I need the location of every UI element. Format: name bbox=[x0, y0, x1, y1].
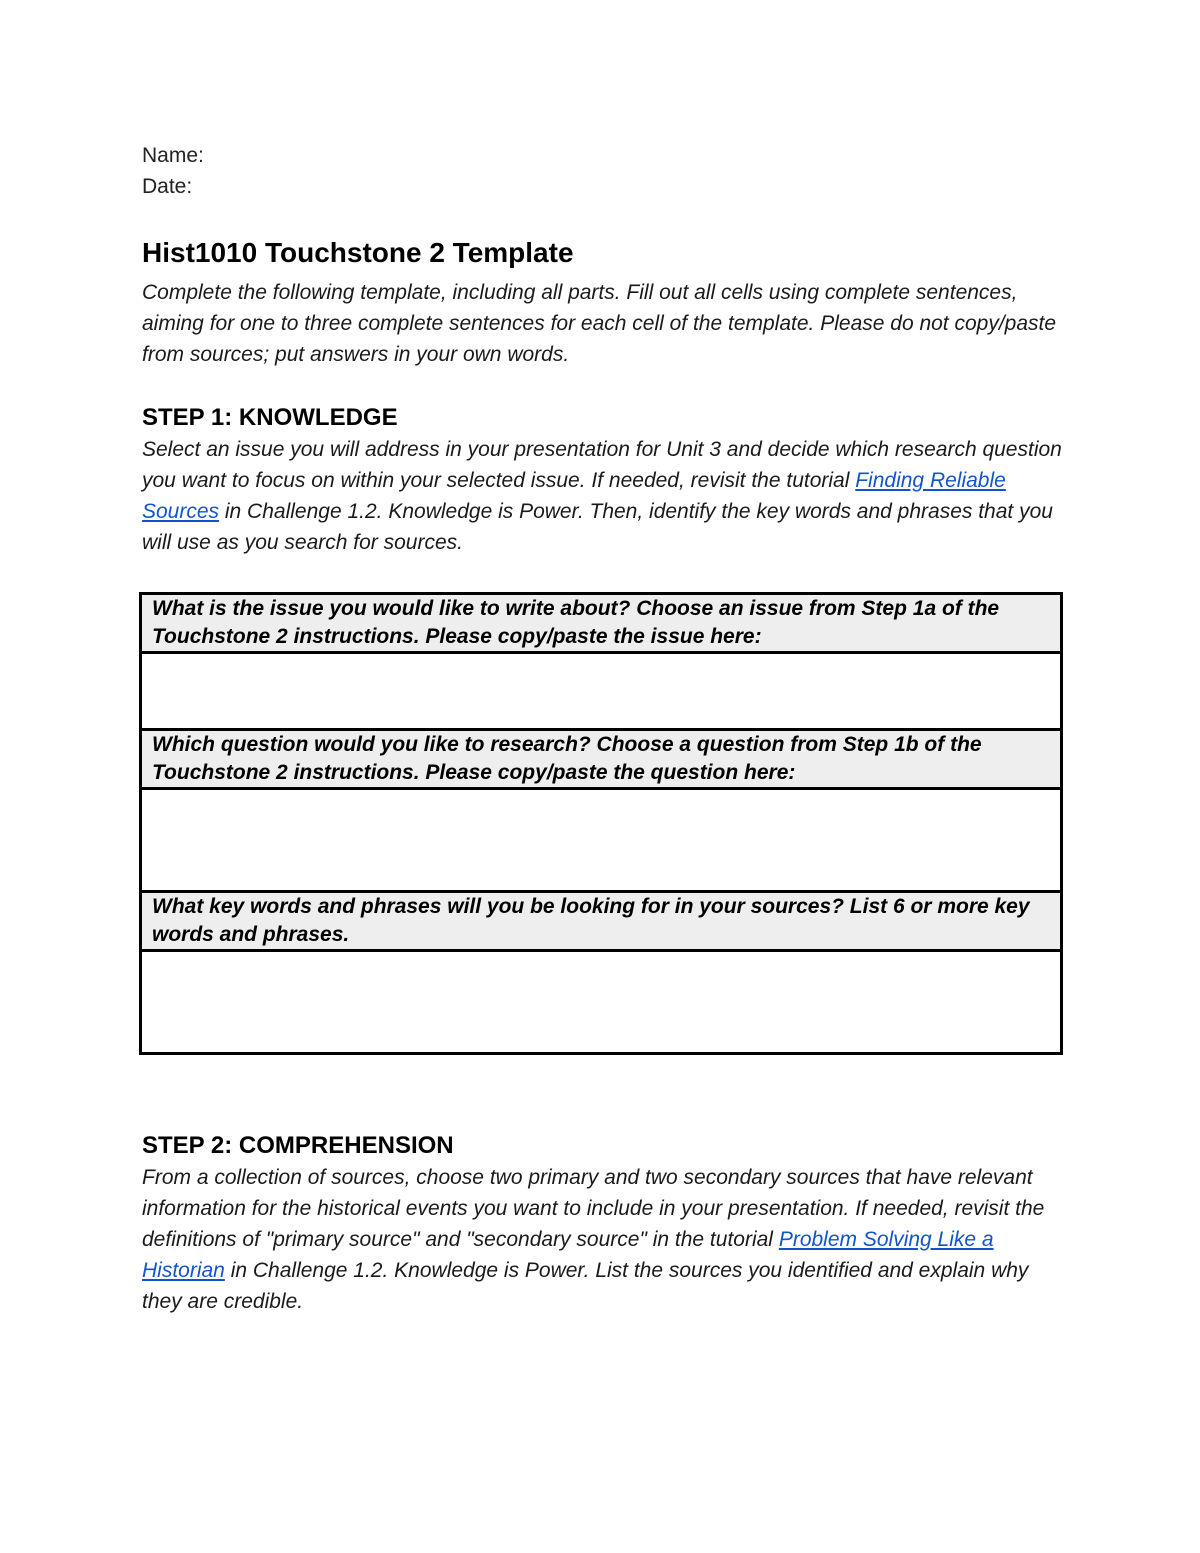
step2-section bbox=[142, 1130, 1062, 1317]
answer-keywords-cell[interactable] bbox=[141, 951, 1062, 1054]
answer-research-cell[interactable] bbox=[141, 789, 1062, 892]
table-row bbox=[141, 653, 1062, 730]
step2-text-before: From a collection of sources, choose two primary and two secondary sources that have relevant information for the historical events you want to include in your presentation. If needed, revisit the definitions of "primary source" and "secondary source" in the tutorial bbox=[142, 1166, 1045, 1251]
finding-reliable-sources-link[interactable]: Finding Reliable Sources bbox=[142, 469, 1006, 523]
answer-issue-cell[interactable] bbox=[141, 653, 1062, 730]
intro-paragraph: Complete the following template, including all parts. Fill out all cells using complete sentences, aiming for one to three complete sentences for each cell of the template. Please do not copy/paste from sources; put answers in your own words. bbox=[142, 281, 1057, 366]
step1-text-before: Select an issue you will address in your presentation for Unit 3 and decide which research question you want to focus on within your selected issue. If needed, revisit the tutorial bbox=[142, 438, 1062, 492]
step1-table bbox=[139, 592, 1063, 1055]
date-label: Date: bbox=[142, 175, 193, 198]
step2-heading: STEP 2: COMPREHENSION bbox=[142, 1132, 454, 1159]
table-row bbox=[141, 789, 1062, 892]
document-title: Hist1010 Touchstone 2 Template bbox=[142, 237, 574, 268]
step2-text-after: in Challenge 1.2. Knowledge is Power. List the sources you identified and explain why they are credible. bbox=[142, 1259, 1029, 1313]
question-issue-cell: What is the issue you would like to write about? Choose an issue from Step 1a of the Touchstone 2 instructions. Please copy/paste the issue here: bbox=[141, 594, 1062, 653]
question-keywords-cell: What key words and phrases will you be looking for in your sources? List 6 or more key words and phrases. bbox=[141, 892, 1062, 951]
document-page bbox=[142, 140, 1062, 1313]
problem-solving-historian-link[interactable]: Problem Solving Like a Historian bbox=[142, 1228, 994, 1282]
table-row bbox=[141, 730, 1062, 789]
step2-paragraph bbox=[142, 1162, 1062, 1317]
step1-paragraph bbox=[142, 434, 1062, 558]
question-research-cell: Which question would you like to research? Choose a question from Step 1b of the Touchstone 2 instructions. Please copy/paste the question here: bbox=[141, 730, 1062, 789]
name-label: Name: bbox=[142, 144, 204, 167]
step1-heading: STEP 1: KNOWLEDGE bbox=[142, 404, 398, 431]
step1-text-after: in Challenge 1.2. Knowledge is Power. Then, identify the key words and phrases that you will use as you search for sources. bbox=[142, 500, 1053, 554]
table-row bbox=[141, 594, 1062, 653]
table-row bbox=[141, 892, 1062, 951]
table-row bbox=[141, 951, 1062, 1054]
